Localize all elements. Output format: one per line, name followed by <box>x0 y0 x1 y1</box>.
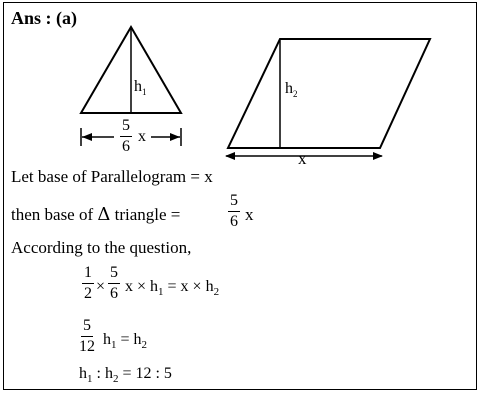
eq2-fraction: $\frac{5}{12}$ <box>79 317 95 355</box>
parallelogram-height-label: $h_2$ <box>285 80 298 99</box>
eq3-ratio: $h_1$ : $h_2 = 12$ : 5 <box>79 365 172 385</box>
eq1-fraction-half: $\frac{1}{2}$ <box>84 264 92 302</box>
eq1-rest: $x \times h_1 = x \times h_2$ <box>125 278 220 298</box>
arrowhead-right-icon <box>373 152 383 160</box>
line-base-triangle: then base of Δ triangle = <box>11 204 181 225</box>
line-according: According to the question, <box>11 238 192 257</box>
triangle-base-fraction: $\frac{5}{6}$ <box>122 117 130 155</box>
arrowhead-right-icon <box>170 133 180 141</box>
line-base-parallelogram: Let base of Parallelogram = x <box>11 167 213 186</box>
arrowhead-left-icon <box>82 133 92 141</box>
triangle-base-var-text: x <box>245 205 254 224</box>
parallelogram-base-label: x <box>298 149 307 168</box>
delta-symbol: Δ <box>97 204 111 225</box>
triangle-height-label: $h_1$ <box>134 78 147 97</box>
answer-heading: Ans : (a) <box>11 8 77 28</box>
triangle-base-var: x <box>138 128 146 145</box>
triangle-base-fraction-text: $\frac{5}{6}$ <box>230 192 238 230</box>
eq1-times: × <box>96 278 106 295</box>
parallelogram-shape <box>228 39 430 148</box>
arrowhead-left-icon <box>225 152 235 160</box>
eq2-rest: $h_1 = h_2$ <box>103 331 148 351</box>
eq1-fraction-five-sixths: $\frac{5}{6}$ <box>110 264 118 302</box>
